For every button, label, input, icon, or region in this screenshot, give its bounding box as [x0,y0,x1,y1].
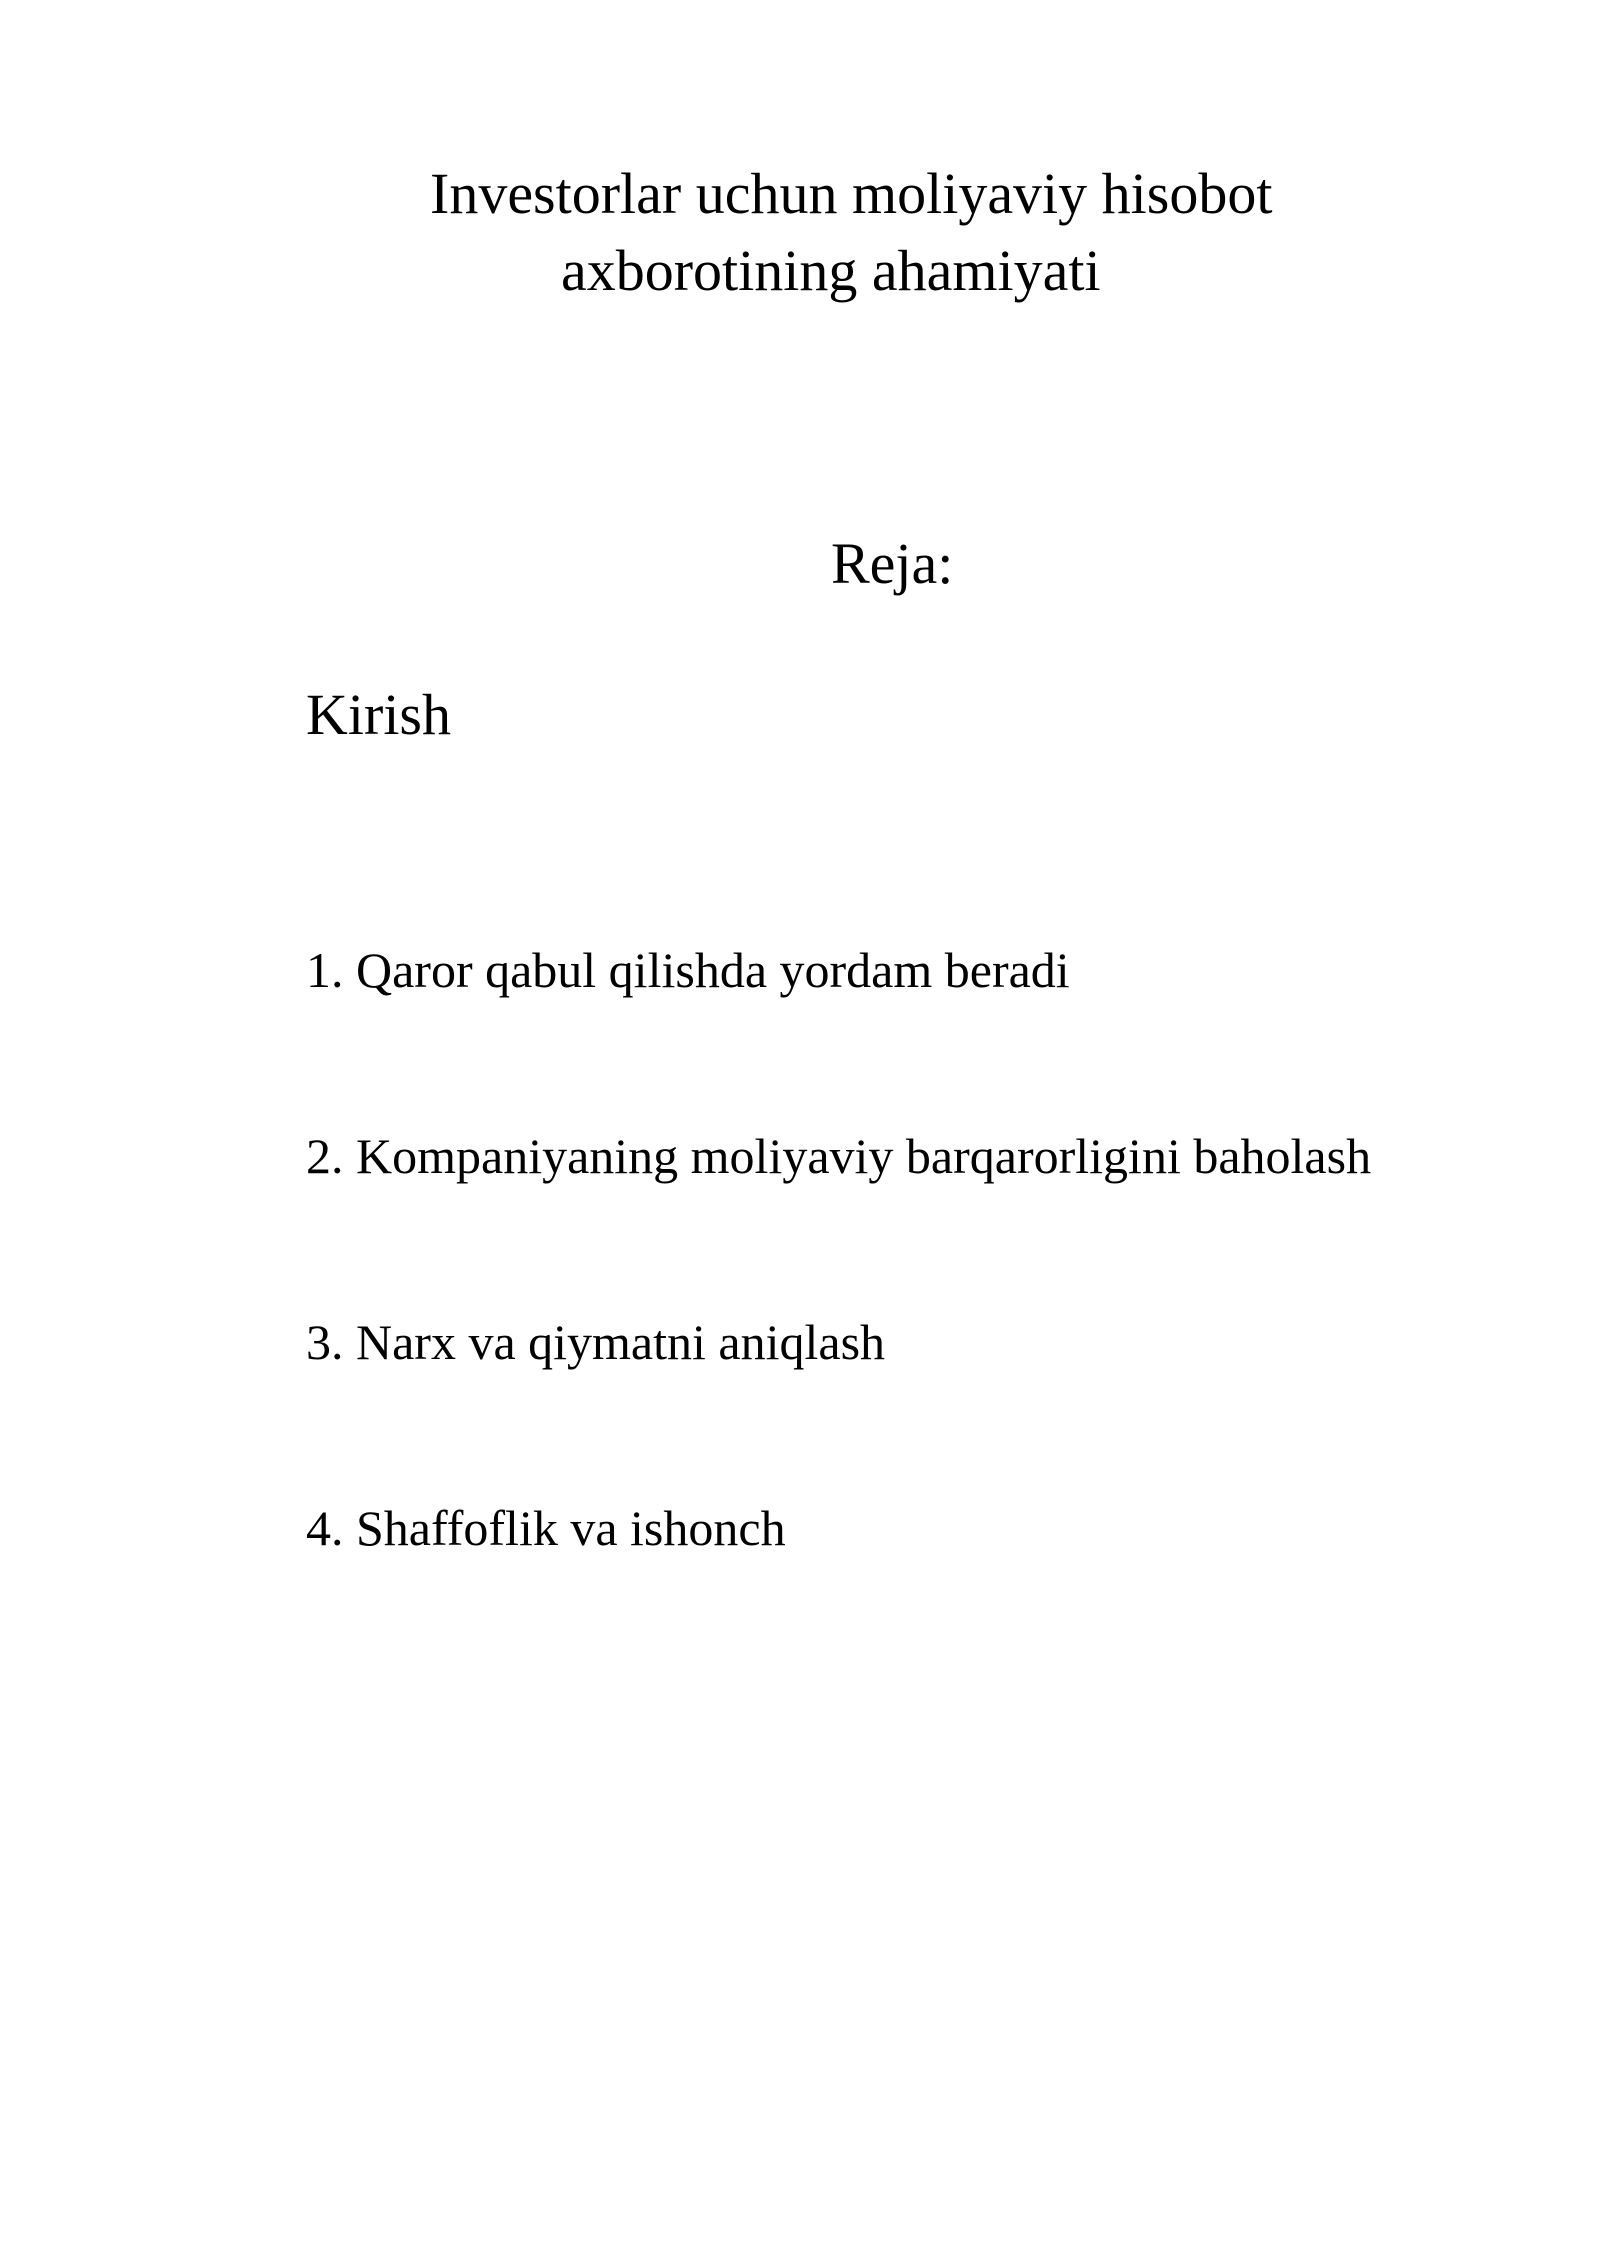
document-title-line-2: axborotining ahamiyati [561,238,1101,303]
intro-heading: Kirish [306,682,451,747]
plan-item-3: 3. Narx va qiymatni aniqlash [306,1314,886,1370]
plan-item-2: 2. Kompaniyaning moliyaviy barqarorligini baholash [306,1128,1372,1184]
plan-item-1: 1. Qaror qabul qilishda yordam beradi [306,942,1070,998]
document-title-line-1: Investorlar uchun moliyaviy hisobot [430,161,1273,226]
plan-item-4: 4. Shaffoflik va ishonch [306,1500,786,1556]
plan-heading: Reja: [831,531,954,596]
